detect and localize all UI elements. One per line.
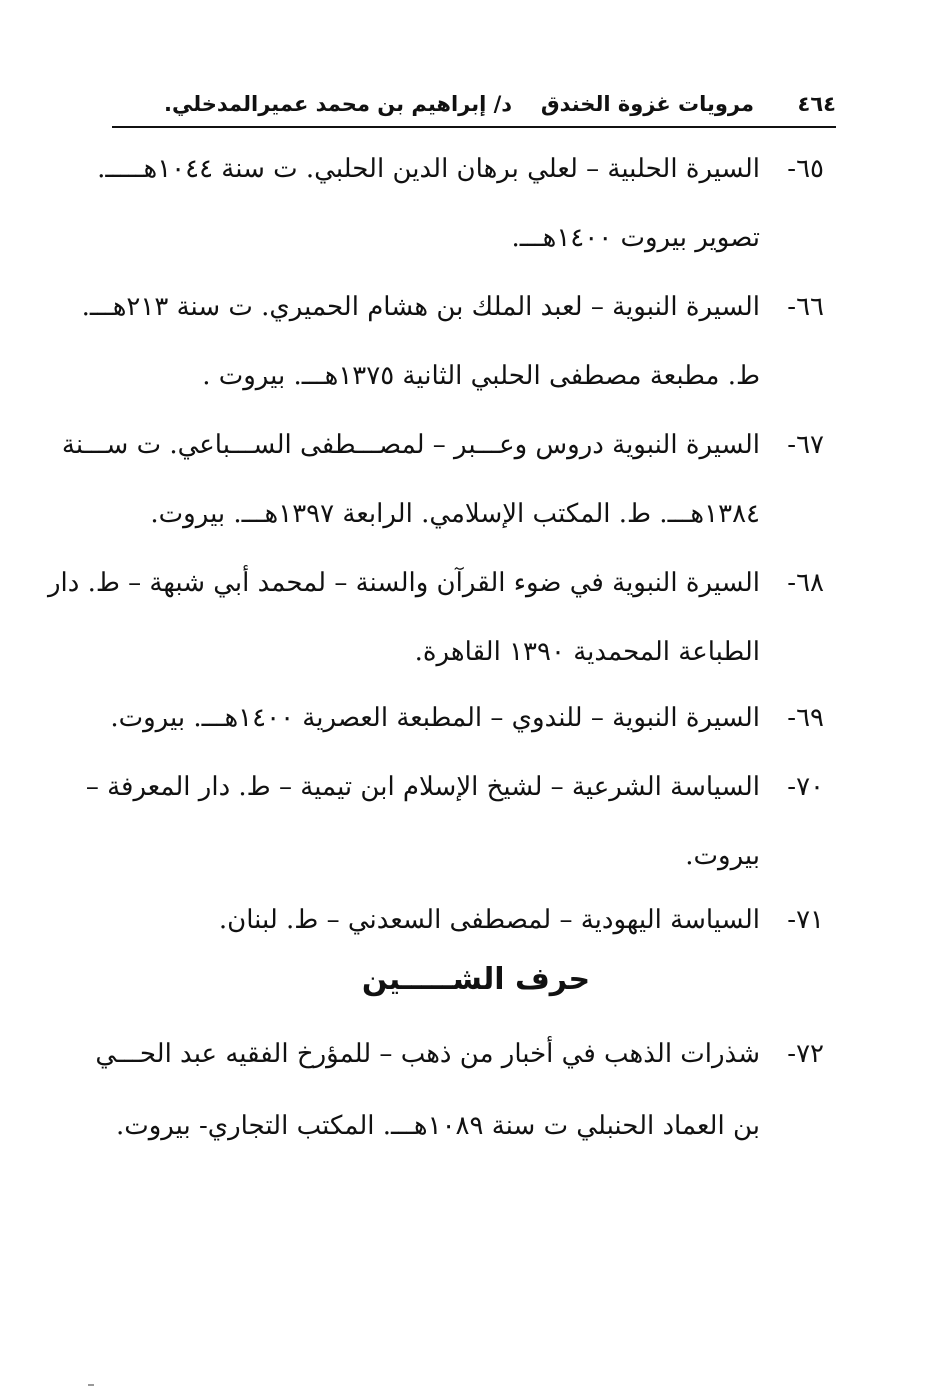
entry-line: الطباعة المحمدية ١٣٩٠ القاهرة. — [414, 637, 760, 667]
entry-number: ٧٠- — [787, 772, 824, 802]
page-number: ٤٦٤ — [797, 92, 836, 116]
entry-line: السياسة الشرعية – لشيخ الإسلام ابن تيمية – ط. دار المعرفة – — [85, 772, 760, 802]
entry-line: بيروت. — [685, 841, 760, 871]
entry-number: ٦٨- — [787, 568, 824, 598]
entry-line: بن العماد الحنبلي ت سنة ١٠٨٩هـــ. المكتب التجاري- بيروت. — [115, 1111, 760, 1141]
running-header — [112, 88, 836, 128]
entry-line: السيرة النبوية في ضوء القرآن والسنة – لمحمد أبي شبهة – ط. دار — [47, 568, 760, 598]
entry-line: ١٣٨٤هـــ. ط. المكتب الإسلامي. الرابعة ١٣٩٧هـــ. بيروت. — [150, 499, 760, 529]
entry-number: ٧١- — [787, 905, 824, 935]
entry-line: السياسة اليهودية – لمصطفى السعدني – ط. لبنان. — [218, 905, 760, 935]
author-name: د/ إبراهيم بن محمد عميرالمدخلي. — [164, 92, 513, 116]
entry-line: السيرة النبوية دروس وعـــبر – لمصـــطفى الســـباعي. ت ســـنة — [61, 430, 760, 460]
entry-line: شذرات الذهب في أخبار من ذهب – للمؤرخ الفقيه عبد الحـــي — [95, 1039, 760, 1069]
book-title: مرويات غزوة الخندق — [540, 92, 754, 116]
section-heading: حرف الشـــــين — [361, 962, 591, 997]
entry-number: ٦٧- — [787, 430, 824, 460]
scan-speck — [88, 1384, 94, 1386]
entry-number: ٦٥- — [787, 154, 824, 184]
entry-line: ط. مطبعة مصطفى الحلبي الثانية ١٣٧٥هـــ. بيروت . — [202, 361, 760, 391]
entry-line: السيرة النبوية – للندوي – المطبعة العصرية ١٤٠٠هـــ. بيروت. — [110, 703, 760, 733]
entry-number: ٧٢- — [787, 1039, 824, 1069]
entry-line: تصوير بيروت ١٤٠٠هـــ. — [511, 223, 760, 253]
entry-number: ٦٦- — [787, 292, 824, 322]
entry-line: السيرة الحلبية – لعلي برهان الدين الحلبي. ت سنة ١٠٤٤هـــــ. — [97, 154, 760, 184]
entry-number: ٦٩- — [787, 703, 824, 733]
entry-line: السيرة النبوية – لعبد الملك بن هشام الحميري. ت سنة ٢١٣هـــ. — [81, 292, 760, 322]
